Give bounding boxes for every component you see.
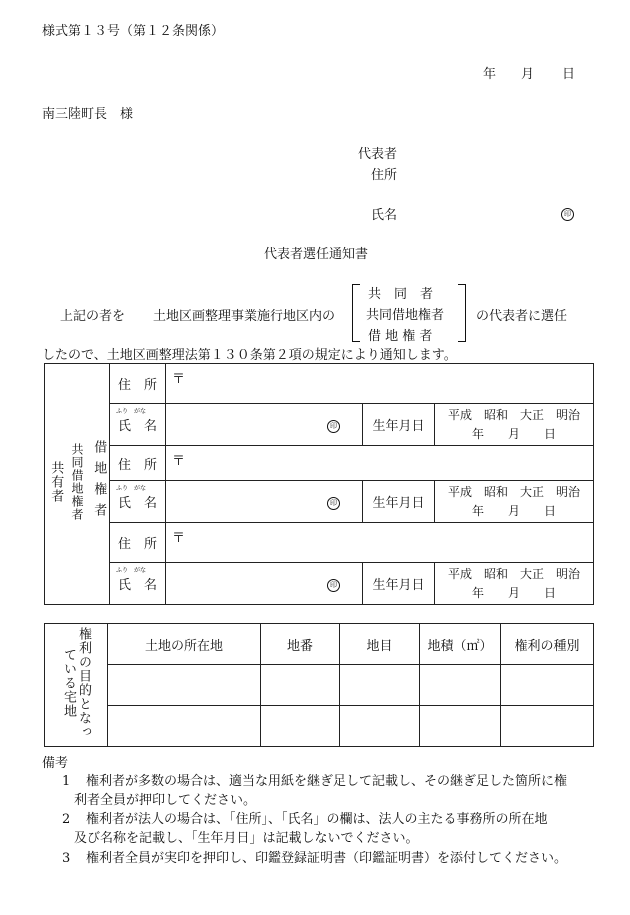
land-side-label: 権利の目的となっている宅地 — [45, 624, 108, 747]
address-label-2: 住 所 — [110, 446, 166, 481]
birth-label-1: 生年月日 — [363, 404, 435, 446]
land-header-chiban: 地番 — [261, 624, 340, 665]
address-label-1: 住 所 — [110, 364, 166, 404]
body-pre-text: 上記の者を — [60, 309, 126, 324]
owners-table — [44, 363, 594, 605]
body-mid-text: 土地区画整理事業施行地区内の — [153, 309, 336, 324]
land-table — [44, 623, 594, 747]
address-field-3[interactable] — [166, 523, 594, 563]
note-2-line-1: 権利者が法人の場合は、「住所」、「氏名」の欄は、法人の主たる事務所の所在地 — [86, 812, 548, 827]
land-cell[interactable] — [108, 706, 261, 747]
postal-mark: 〒 — [172, 372, 186, 387]
col-kyoyusha: 共有者 — [45, 364, 67, 605]
option-kyodosha: 共 同 者 — [368, 287, 434, 302]
note-1-number: 1 — [62, 774, 71, 789]
land-header-right-type: 権利の種別 — [501, 624, 594, 665]
note-2-number: 2 — [62, 812, 71, 827]
land-header-location: 土地の所在地 — [108, 624, 261, 665]
land-header-chimoku: 地目 — [340, 624, 420, 665]
document-title: 代表者選任通知書 — [264, 247, 369, 262]
notes-title: 備考 — [42, 756, 69, 771]
land-cell[interactable] — [420, 665, 501, 706]
date-day-label: 日 — [562, 67, 576, 82]
option-shakuchi: 借 地 権 者 — [368, 329, 433, 344]
option-kyodo-shakuchi: 共同借地権者 — [366, 308, 445, 323]
seal-mark: 印 — [561, 208, 574, 221]
land-cell[interactable] — [108, 665, 261, 706]
name-field-3[interactable] — [166, 563, 363, 605]
land-cell[interactable] — [501, 706, 594, 747]
form-number: 様式第１３号（第１２条関係） — [42, 24, 225, 39]
name-field-2[interactable] — [166, 481, 363, 523]
name-label-1: ふり がな 氏 名 — [110, 404, 166, 446]
land-cell[interactable] — [261, 706, 340, 747]
birth-label-2: 生年月日 — [363, 481, 435, 523]
seal-icon: 印 — [327, 497, 340, 510]
addressee: 南三陸町長 様 — [42, 107, 134, 122]
sender-address-label: 住所 — [371, 168, 398, 183]
date-month-label: 月 — [521, 67, 535, 82]
sender-seal-icon — [561, 205, 574, 221]
birth-field-3[interactable]: 平成 昭和 大正 明治 年 月 日 — [435, 563, 594, 605]
land-cell[interactable] — [340, 665, 420, 706]
note-1-line-1: 権利者が多数の場合は、適当な用紙を継ぎ足して記載し、その継ぎ足した箇所に権 — [86, 774, 568, 789]
name-label-2: ふり がな 氏 名 — [110, 481, 166, 523]
land-cell[interactable] — [420, 706, 501, 747]
land-cell[interactable] — [261, 665, 340, 706]
note-1-line-2: 利者全員が押印してください。 — [74, 793, 257, 808]
land-header-area: 地積（㎡） — [420, 624, 501, 665]
representative-label: 代表者 — [358, 147, 398, 162]
birth-field-2[interactable]: 平成 昭和 大正 明治 年 月 日 — [435, 481, 594, 523]
address-field-2[interactable] — [166, 446, 594, 481]
right-bracket — [458, 284, 466, 342]
note-3-line-1: 権利者全員が実印を押印し、印鑑登録証明書（印鑑証明書）を添付してください。 — [86, 851, 568, 866]
birth-label-3: 生年月日 — [363, 563, 435, 605]
postal-mark: 〒 — [172, 531, 186, 546]
address-field-1[interactable] — [166, 364, 594, 404]
date-year-label: 年 — [483, 67, 497, 82]
sender-name-label: 氏名 — [371, 208, 398, 223]
address-label-3: 住 所 — [110, 523, 166, 563]
col-shakuchi: 借地権者 — [89, 364, 110, 605]
col-kyodo-shakuchi: 共同借地権者 — [67, 364, 89, 605]
seal-icon: 印 — [327, 579, 340, 592]
body-post-text: の代表者に選任 — [476, 309, 568, 324]
birth-field-1[interactable]: 平成 昭和 大正 明治 年 月 日 — [435, 404, 594, 446]
left-bracket — [352, 284, 360, 342]
name-label-3: ふり がな 氏 名 — [110, 563, 166, 605]
land-cell[interactable] — [501, 665, 594, 706]
seal-icon: 印 — [327, 420, 340, 433]
name-field-1[interactable] — [166, 404, 363, 446]
body-line-2: したので、土地区画整理法第１３０条第２項の規定により通知します。 — [42, 348, 457, 363]
note-2-line-2: 及び名称を記載し、「生年月日」は記載しないでください。 — [74, 831, 419, 846]
land-cell[interactable] — [340, 706, 420, 747]
postal-mark: 〒 — [172, 454, 186, 469]
note-3-number: 3 — [62, 851, 71, 866]
